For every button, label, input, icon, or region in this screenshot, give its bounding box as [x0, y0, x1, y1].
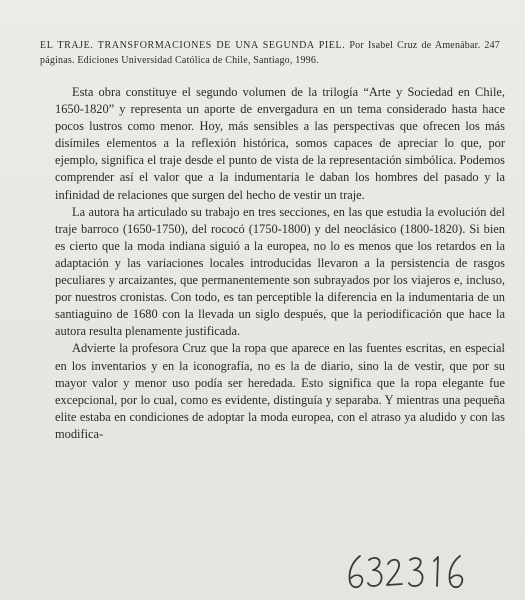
- handwritten-catalog-number: [344, 552, 474, 592]
- review-body: [55, 84, 505, 443]
- book-citation: Por Isabel Cruz de Amenábar. 247 páginas. Ediciones Universidad Católica de Chile, Santiago, 1996.: [40, 40, 500, 66]
- review-heading: [40, 38, 500, 68]
- paragraph: Esta obra constituye el segundo volumen de la trilogía “Arte y Sociedad en Chile, 1650-1820” y representa un aporte de envergadura en un tema considerado hasta hace pocos lustros como menor. Hoy, más sensibles a las perspectivas que ofrecen los más disímiles elementos a la reflexión histórica, somos capaces de apreciar lo que, por ejemplo, significa el traje desde el punto de vista de la representación simbólica. Podemos comprender así el valor que a la indumentaria le daban los hombres del pasado y la infinidad de relaciones que surgen del hecho de vestir un traje.: [55, 85, 505, 202]
- book-title: EL TRAJE. TRANSFORMACIONES DE UNA SEGUNDA PIEL.: [40, 40, 346, 51]
- paragraph: La autora ha articulado su trabajo en tres secciones, en las que estudia la evolución del traje barroco (1650-1750), del rococó (1750-1800) y del neoclásico (1800-1820). Si bien es cierto que la moda indiana siguió a la europea, no lo es menos que los retardos en la adaptación y las variaciones locales introducidas llevaron a la persistencia de rasgos peculiares y arcaizantes, que permanentemente son subrayados por los viajeros e, incluso, por nuestros cronistas. Con todo, es tan perceptible la diferencia en la indumentaria de un santiaguino de 1680 con la llevada un siglo después, que la periodificación que hace la autora resulta plenamente justificada.: [55, 204, 505, 339]
- paragraph: Advierte la profesora Cruz que la ropa que aparece en las fuentes escritas, en especial en los inventarios y en la iconografía, no es la de diario, sino la de vestir, que por su mayor valor y menor uso podía ser heredada. Esto significa que la ropa elegante fue excepcional, por lo cual, como es evidente, distinguía y separaba. Y mientras una pequeña elite estaba en condiciones de adoptar la moda europea, con el atraso ya aludido y con las modifica-: [55, 341, 505, 441]
